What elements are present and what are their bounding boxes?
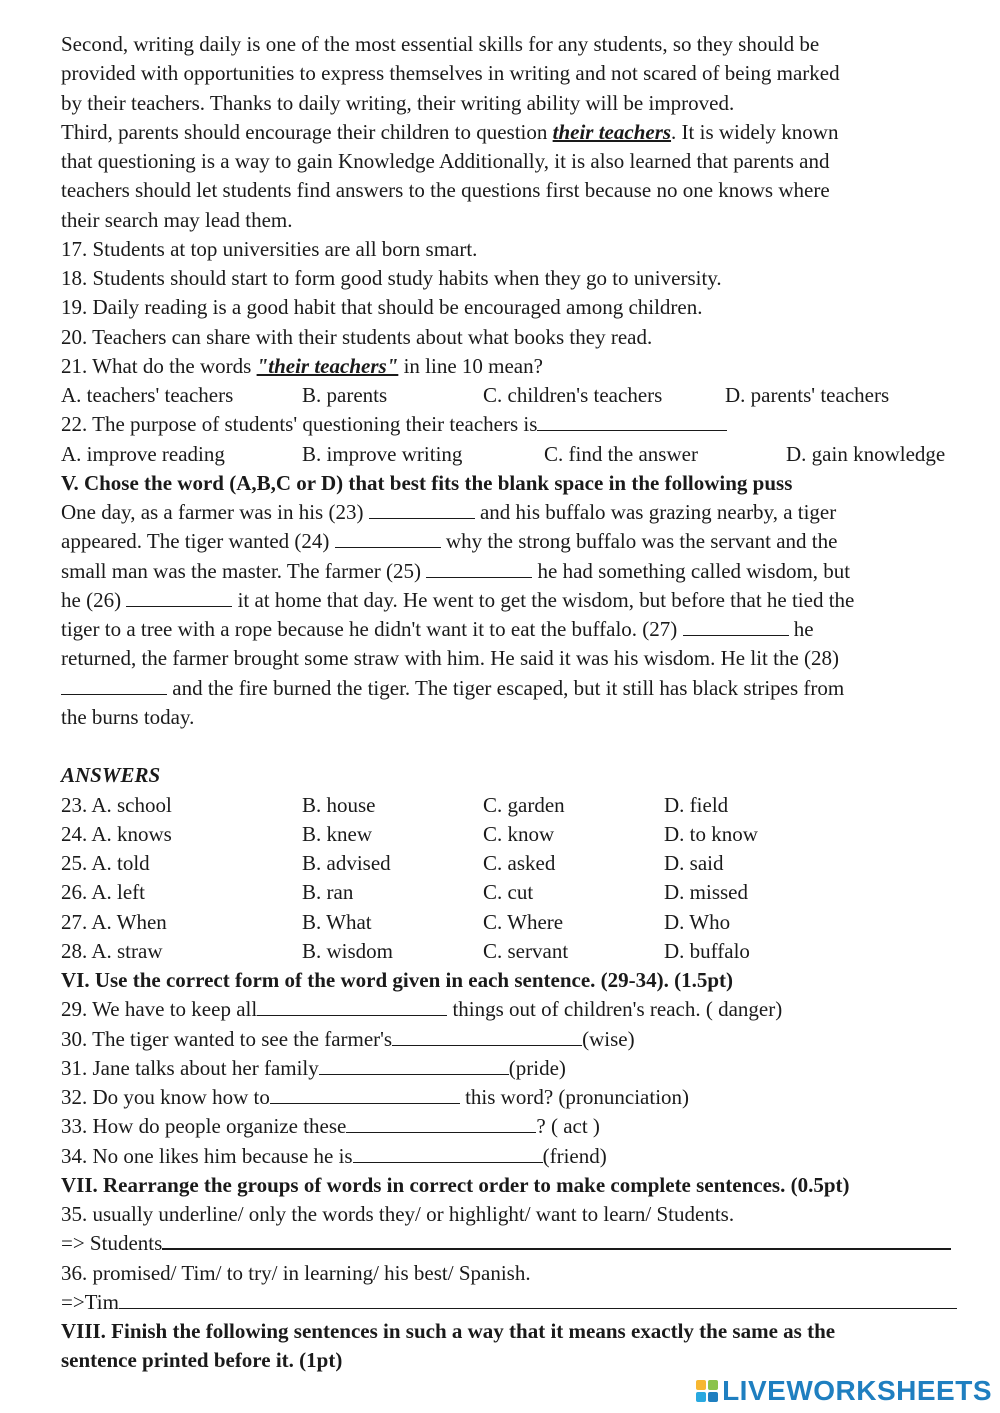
reading-line: that questioning is a way to gain Knowledge Additionally, it is also learned that parents and	[61, 149, 830, 173]
option-c[interactable]: C. children's teachers	[483, 383, 663, 407]
passage-line	[61, 557, 971, 586]
answer-option[interactable]: 25. A. told	[61, 851, 150, 875]
answer-option[interactable]: 26. A. left	[61, 880, 145, 905]
question-text: (pride)	[508, 1055, 566, 1080]
answer-option[interactable]: C. garden	[483, 792, 565, 817]
answer-row-25	[61, 849, 971, 878]
answer-prefix: =>Tim	[61, 1289, 119, 1314]
question-text: 22. The purpose of students' questioning their teachers is	[61, 412, 538, 437]
answer-row-26	[61, 878, 971, 907]
question-31	[61, 1054, 971, 1083]
option-b[interactable]: B. improve writing	[302, 441, 463, 466]
answer-option[interactable]: C. servant	[483, 938, 569, 963]
answer-prefix: => Students	[61, 1231, 163, 1256]
reading-line: by their teachers. Thanks to daily writing, their writing ability will be improved.	[61, 90, 735, 115]
liveworksheets-logo	[696, 1375, 992, 1407]
passage-line	[61, 674, 971, 703]
reading-line: teachers should let students find answers to the questions first because no one knows where	[61, 178, 830, 203]
question-32	[61, 1083, 971, 1112]
answer-option[interactable]: D. Who	[664, 909, 731, 934]
answer-option[interactable]: D. buffalo	[664, 938, 750, 963]
blank-27[interactable]	[683, 617, 789, 636]
question-text: 21. What do the words	[61, 353, 257, 378]
blank-28[interactable]	[61, 676, 167, 695]
option-d[interactable]: D. parents' teachers	[725, 383, 890, 407]
answer-option[interactable]: C. cut	[483, 880, 534, 905]
question-text: 34. No one likes him because he is	[61, 1143, 353, 1168]
blank-24[interactable]	[335, 529, 441, 548]
blank-26[interactable]	[126, 588, 232, 607]
statement-17: 17. Students at top universities are all born smart.	[61, 236, 478, 261]
passage-line	[61, 644, 971, 673]
passage-text: it at home that day. He went to get the wisdom, but before that he tied the	[232, 587, 855, 612]
answer-option[interactable]: C. know	[483, 821, 555, 846]
answer-option[interactable]: 28. A. straw	[61, 938, 163, 963]
answer-row-24	[61, 820, 971, 849]
option-b[interactable]: B. parents	[302, 383, 388, 407]
reading-line	[61, 118, 971, 147]
answers-heading: ANSWERS	[61, 763, 161, 788]
answer-blank[interactable]	[353, 1144, 543, 1163]
answer-row-28	[61, 937, 971, 966]
question-text: 32. Do you know how to	[61, 1085, 270, 1109]
passage-text: One day, as a farmer was in his (23)	[61, 500, 369, 524]
answer-row-23	[61, 791, 971, 820]
question-36: 36. promised/ Tim/ to try/ in learning/ his best/ Spanish.	[61, 1260, 531, 1285]
question-22	[61, 410, 971, 439]
answer-option[interactable]: D. said	[664, 851, 724, 875]
question-33	[61, 1112, 971, 1141]
section-5-heading: V. Chose the word (A,B,C or D) that best fits the blank space in the following puss	[61, 470, 793, 495]
reading-line: provided with opportunities to express themselves in writing and not scared of being marked	[61, 61, 840, 86]
answer-option[interactable]: B. What	[302, 909, 372, 934]
question-text: (wise)	[582, 1026, 635, 1051]
passage-text: why the strong buffalo was the servant and the	[440, 529, 838, 554]
statement-19: 19. Daily reading is a good habit that should be encouraged among children.	[61, 295, 703, 320]
answer-option[interactable]: B. knew	[302, 821, 372, 846]
question-34	[61, 1142, 971, 1171]
answer-option[interactable]: 23. A. school	[61, 792, 172, 817]
question-22-options	[61, 440, 971, 469]
answer-blank[interactable]	[319, 1056, 509, 1075]
option-a[interactable]: A. teachers' teachers	[61, 383, 234, 407]
answer-blank[interactable]	[346, 1114, 536, 1133]
question-text: ? ( act )	[536, 1114, 600, 1139]
blank-23[interactable]	[369, 500, 475, 519]
question-text: 29. We have to keep all	[61, 997, 258, 1022]
blank-25[interactable]	[426, 559, 532, 578]
passage-line	[61, 615, 971, 644]
highlighted-phrase: their teachers	[552, 119, 672, 144]
answer-35-line	[61, 1229, 971, 1258]
reading-line: Second, writing daily is one of the most essential skills for any students, so they should be	[61, 32, 820, 56]
passage-line	[61, 498, 971, 527]
answer-option[interactable]: 27. A. When	[61, 909, 167, 934]
question-text: 31. Jane talks about her family	[61, 1055, 319, 1080]
answer-option[interactable]: B. wisdom	[302, 938, 394, 963]
answer-35-rule[interactable]	[162, 1230, 951, 1250]
passage-text: appeared. The tiger wanted (24)	[61, 529, 335, 554]
section-7-heading: VII. Rearrange the groups of words in correct order to make complete sentences. (0.5pt)	[61, 1172, 850, 1197]
answer-option[interactable]: D. to know	[664, 821, 758, 846]
question-text: things out of children's reach. ( danger)	[447, 997, 783, 1022]
question-30	[61, 1025, 971, 1054]
answer-row-27	[61, 908, 971, 937]
question-text: (friend)	[542, 1143, 607, 1168]
statement-18: 18. Students should start to form good study habits when they go to university.	[61, 266, 722, 290]
reading-line: their search may lead them.	[61, 207, 293, 232]
passage-text: returned, the farmer brought some straw with him. He said it was his wisdom. He lit the (28)	[61, 646, 840, 671]
question-text: 33. How do people organize these	[61, 1114, 347, 1139]
worksheet-page	[61, 30, 971, 1376]
question-21-options	[61, 381, 971, 410]
option-a[interactable]: A. improve reading	[61, 441, 225, 466]
passage-text: and his buffalo was grazing nearby, a tiger	[474, 500, 837, 524]
question-text: this word? (pronunciation)	[459, 1085, 690, 1109]
answer-option[interactable]: D. missed	[664, 880, 748, 905]
answer-option[interactable]: 24. A. knows	[61, 821, 172, 846]
passage-line	[61, 527, 971, 556]
answer-option[interactable]: B. advised	[302, 851, 391, 875]
answer-option[interactable]: B. ran	[302, 880, 354, 905]
reading-text: Third, parents should encourage their children to question	[61, 119, 553, 144]
passage-line: the burns today.	[61, 704, 195, 729]
question-text: in line 10 mean?	[398, 353, 543, 378]
answer-36-line	[61, 1288, 971, 1317]
answer-option[interactable]: B. house	[302, 792, 376, 817]
question-text: 30. The tiger wanted to see the farmer's	[61, 1026, 393, 1051]
passage-text: he had something called wisdom, but	[532, 558, 851, 583]
passage-line	[61, 586, 971, 615]
statement-20: 20. Teachers can share with their students about what books they read.	[61, 324, 653, 349]
answer-option[interactable]: C. Where	[483, 909, 564, 934]
passage-text: tiger to a tree with a rope because he didn't want it to eat the buffalo. (27)	[61, 617, 683, 641]
section-8-heading: VIII. Finish the following sentences in such a way that it means exactly the same as the	[61, 1319, 836, 1343]
answer-blank[interactable]	[537, 412, 727, 431]
passage-text: small man was the master. The farmer (25)	[61, 558, 427, 583]
passage-text: and the fire burned the tiger. The tiger escaped, but it still has black stripes from	[167, 675, 845, 700]
answer-36-rule[interactable]	[119, 1290, 957, 1309]
logo-icon	[696, 1380, 718, 1402]
option-d[interactable]: D. gain knowledge	[786, 441, 946, 466]
passage-text: he	[788, 617, 814, 641]
option-c[interactable]: C. find the answer	[544, 441, 698, 466]
answer-blank[interactable]	[270, 1085, 460, 1104]
question-35: 35. usually underline/ only the words they/ or highlight/ want to learn/ Students.	[61, 1202, 735, 1226]
answer-option[interactable]: C. asked	[483, 851, 556, 875]
question-21	[61, 352, 971, 381]
highlighted-phrase: "their teachers"	[256, 353, 399, 378]
answer-blank[interactable]	[392, 1027, 582, 1046]
passage-text: he (26)	[61, 587, 127, 612]
answer-blank[interactable]	[257, 997, 447, 1016]
question-29	[61, 995, 971, 1024]
logo-text: LIVEWORKSHEETS	[722, 1375, 992, 1406]
section-6-heading: VI. Use the correct form of the word given in each sentence. (29-34). (1.5pt)	[61, 968, 734, 992]
section-8-heading-cont: sentence printed before it. (1pt)	[61, 1348, 343, 1373]
answer-option[interactable]: D. field	[664, 792, 729, 817]
reading-text: . It is widely known	[671, 119, 839, 144]
